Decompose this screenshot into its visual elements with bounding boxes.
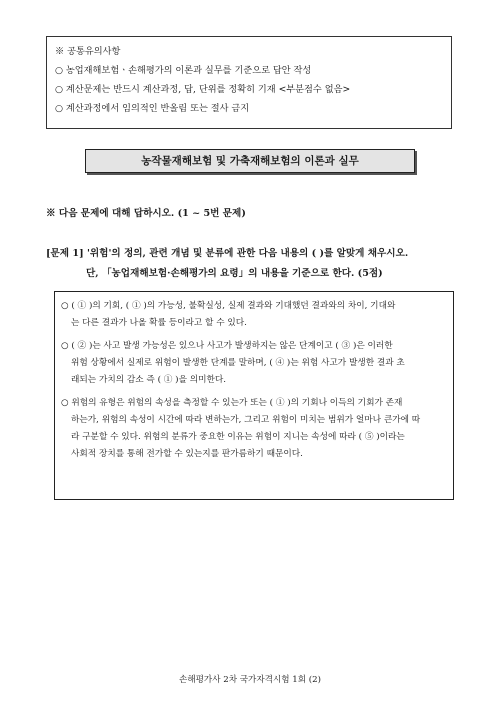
content-line: 사회적 장치를 통해 전가할 수 있는지를 판가름하기 때문이다. <box>71 449 303 459</box>
common-notice-box <box>46 36 452 129</box>
content-line: ○ 위험의 유형은 위험의 속성을 측정할 수 있는가 또는 ( ① )의 기회나 이득의 기회가 존재 <box>61 398 403 408</box>
content-paragraph <box>61 338 447 389</box>
content-line: 라 구분할 수 있다. 위험의 분류가 중요한 이유는 위험이 지니는 속성에 따라 ( ⑤ )이라는 <box>71 432 405 442</box>
instruction-text: ※ 다음 문제에 대해 답하시오. (1 ~ 5번 문제) <box>46 208 246 219</box>
notice-item: ○ 농업재해보험ㆍ손해평가의 이론과 실무를 기준으로 답안 작성 <box>55 65 312 76</box>
content-line: ○ ( ① )의 기회, ( ① )의 가능성, 불확실성, 실제 결과와 기대했던 결과와의 차이, 기대와 <box>61 301 396 311</box>
content-paragraph <box>61 395 447 463</box>
notice-item: ○ 계산과정에서 임의적인 반올림 또는 절사 금지 <box>55 103 250 114</box>
page-footer: 손해평가사 2차 국가자격시험 1회 (2) <box>179 675 321 685</box>
question-1 <box>46 244 408 284</box>
content-line: 하는가, 위험의 속성이 시간에 따라 변하는가, 그리고 위험이 미치는 범위가 얼마나 큰가에 따 <box>71 415 421 425</box>
content-line: 래되는 가치의 감소 즉 ( ① )을 의미한다. <box>71 375 227 385</box>
content-line: 위험 상황에서 실제로 위험이 발생한 단계를 말하며, ( ④ )는 위험 사고가 발생한 결과 초 <box>71 358 405 368</box>
question-content-box <box>54 291 454 500</box>
notice-item: ○ 계산문제는 반드시 계산과정, 답, 단위를 정확히 기재 <부분점수 없음> <box>55 84 351 95</box>
question-line-1: [문제 1] '위험'의 정의, 관련 개념 및 분류에 관한 다음 내용의 ( )를 알맞게 채우시오. <box>46 248 409 259</box>
notice-heading: ※ 공통유의사항 <box>55 46 121 57</box>
content-paragraph <box>61 298 447 332</box>
content-line: ○ ( ② )는 사고 발생 가능성은 있으나 사고가 발생하지는 않은 단계이고 ( ③ )은 이러한 <box>61 341 393 351</box>
question-line-2: 단, 「농업재해보험·손해평가의 요령」의 내용을 기준으로 한다. (5점) <box>86 268 383 279</box>
section-title: 농작물재해보험 및 가축재해보험의 이론과 실무 <box>85 149 415 173</box>
content-line: 는 다른 결과가 나올 확률 등이라고 할 수 있다. <box>71 318 247 328</box>
